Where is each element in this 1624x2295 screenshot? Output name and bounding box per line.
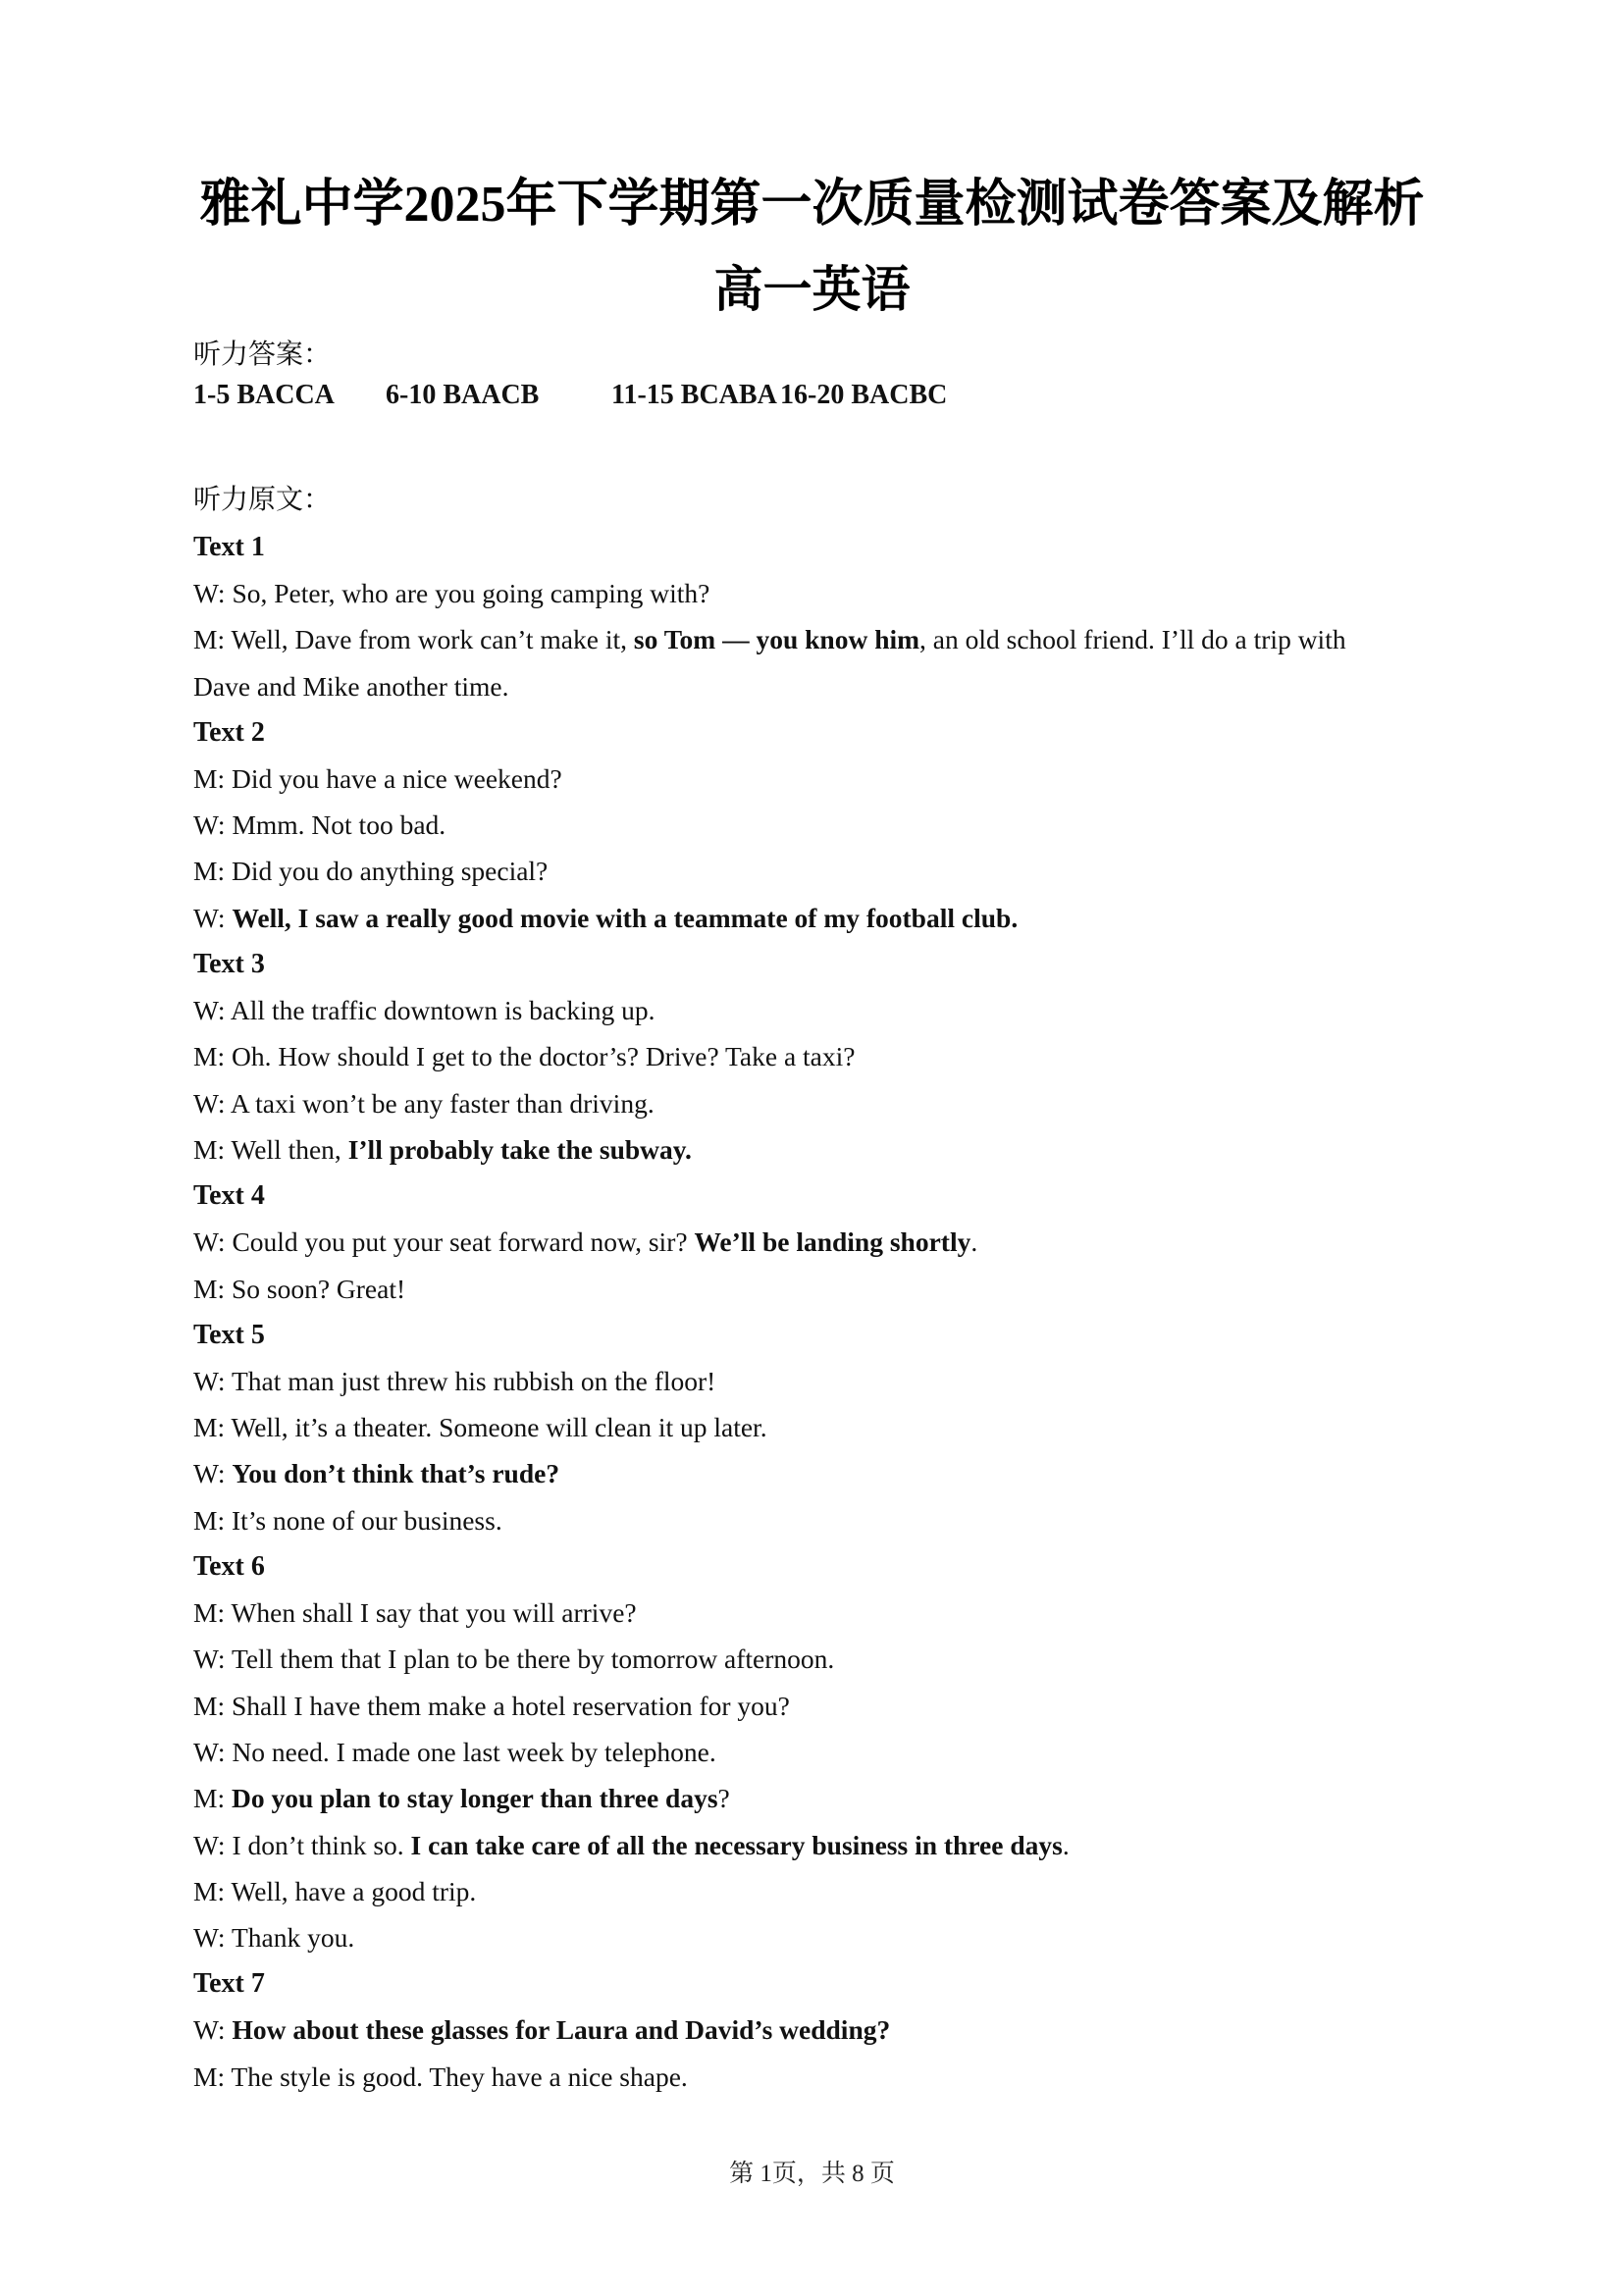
text-segment: Dave and Mike another time. xyxy=(193,670,509,702)
text-heading: Text 3 xyxy=(193,949,265,980)
dialogue-line xyxy=(193,756,1440,802)
text-segment: M: Well then, xyxy=(193,1133,348,1165)
bold-segment: You don’t think that’s rude? xyxy=(232,1458,560,1489)
text-segment: W: xyxy=(193,902,233,933)
text-segment: M: Did you do anything special? xyxy=(193,856,549,887)
text-segment: M: Oh. How should I get to the doctor’s? Drive? Take a taxi? xyxy=(193,1041,856,1072)
text-heading: Text 7 xyxy=(193,1968,265,2000)
answer-group: 11-15 BCABA xyxy=(611,380,777,410)
dialogue-line xyxy=(193,1266,1440,1312)
answer-key-row xyxy=(193,379,1440,432)
dialogue-line xyxy=(193,1219,1440,1265)
answer-group: 16-20 BACBC xyxy=(780,380,948,410)
spacer xyxy=(193,432,1440,477)
text-heading: Text 6 xyxy=(193,1551,265,1583)
transcript-label: 听力原文： xyxy=(193,485,332,515)
bold-segment: I can take care of all the necessary business in three days xyxy=(410,1829,1063,1860)
text-segment: . xyxy=(1062,1829,1070,1860)
dialogue-line xyxy=(193,1729,1440,1775)
text-segment: W: xyxy=(193,2014,233,2046)
text-segment: M: Well, Dave from work can’t make it, xyxy=(193,624,634,655)
text-heading: Text 4 xyxy=(193,1180,265,1212)
text-segment: M: The style is good. They have a nice shape. xyxy=(193,2060,688,2092)
listening-answers-label: 听力答案： xyxy=(193,339,332,370)
text-heading: Text 5 xyxy=(193,1319,265,1350)
document-subtitle: 高一英语 xyxy=(713,262,911,317)
dialogue-line xyxy=(193,802,1440,848)
text-segment: , an old school friend. I’ll do a trip with xyxy=(919,624,1346,655)
dialogue-line xyxy=(193,1126,1440,1173)
dialogue-line xyxy=(193,616,1440,662)
text-segment: M: Did you have a nice weekend? xyxy=(193,762,562,794)
dialogue-line xyxy=(193,1404,1440,1450)
bold-segment: How about these glasses for Laura and David’s wedding? xyxy=(232,2014,891,2046)
text-heading: Text 2 xyxy=(193,716,265,748)
dialogue-line xyxy=(193,1683,1440,1729)
text-segment: W: Thank you. xyxy=(193,1922,355,1954)
text-segment: W: Could you put your seat forward now, sir? xyxy=(193,1226,695,1258)
text-segment: W: xyxy=(193,1458,233,1489)
bold-segment: so Tom — you know him xyxy=(633,624,920,655)
text-segment: W: All the traffic downtown is backing up. xyxy=(193,995,655,1026)
bold-segment: Do you plan to stay longer than three days xyxy=(231,1783,718,1814)
text-segment: W: A taxi won’t be any faster than driving. xyxy=(193,1087,655,1119)
dialogue-line xyxy=(193,1775,1440,1821)
dialogue-line xyxy=(193,895,1440,941)
dialogue-line xyxy=(193,1450,1440,1496)
text-segment: M: Well, have a good trip. xyxy=(193,1875,477,1906)
dialogue-line xyxy=(193,1497,1440,1543)
text-segment: M: When shall I say that you will arrive? xyxy=(193,1597,637,1629)
dialogue-line xyxy=(193,1358,1440,1404)
text-segment: M: It’s none of our business. xyxy=(193,1504,502,1536)
bold-segment: We’ll be landing shortly xyxy=(694,1226,971,1258)
dialogue-line xyxy=(193,1080,1440,1126)
text-segment: W: So, Peter, who are you going camping with? xyxy=(193,578,710,608)
dialogue-line xyxy=(193,1636,1440,1682)
text-segment: . xyxy=(970,1226,978,1258)
text-segment: W: That man just threw his rubbish on the floor! xyxy=(193,1365,716,1396)
text-heading: Text 1 xyxy=(193,532,265,562)
text-segment: W: Tell them that I plan to be there by tomorrow afternoon. xyxy=(193,1643,835,1675)
answer-group: 1-5 BACCA xyxy=(193,380,335,410)
document-title: 雅礼中学2025年下学期第一次质量检测试卷答案及解析 xyxy=(199,177,1425,233)
dialogue-line xyxy=(193,2054,1440,2100)
dialogue-line xyxy=(193,1868,1440,1914)
text-segment: M: Well, it’s a theater. Someone will clean it up later. xyxy=(193,1412,767,1443)
dialogue-line xyxy=(193,1914,1440,1960)
transcript xyxy=(193,524,1440,2100)
bold-segment: I’ll probably take the subway. xyxy=(347,1133,692,1165)
text-segment: W: No need. I made one last week by telephone. xyxy=(193,1736,716,1767)
text-segment: M: So soon? Great! xyxy=(193,1273,406,1304)
answer-group: 6-10 BAACB xyxy=(386,380,540,410)
dialogue-line xyxy=(193,1033,1440,1079)
dialogue-line xyxy=(193,1590,1440,1636)
text-segment: M: xyxy=(193,1783,232,1814)
dialogue-line xyxy=(193,2007,1440,2053)
text-segment: W: I don’t think so. xyxy=(193,1829,411,1860)
text-segment: ? xyxy=(717,1783,730,1814)
dialogue-line xyxy=(193,987,1440,1033)
page-footer: 第 1页，共 8 页 xyxy=(729,2161,895,2187)
dialogue-line xyxy=(193,570,1440,616)
dialogue-line xyxy=(193,663,1440,709)
bold-segment: Well, I saw a really good movie with a teammate of my football club. xyxy=(232,902,1019,933)
dialogue-line xyxy=(193,848,1440,894)
dialogue-line xyxy=(193,1822,1440,1868)
document-body xyxy=(193,332,1440,2100)
text-segment: W: Mmm. Not too bad. xyxy=(193,809,446,841)
text-segment: M: Shall I have them make a hotel reservation for you? xyxy=(193,1690,790,1721)
